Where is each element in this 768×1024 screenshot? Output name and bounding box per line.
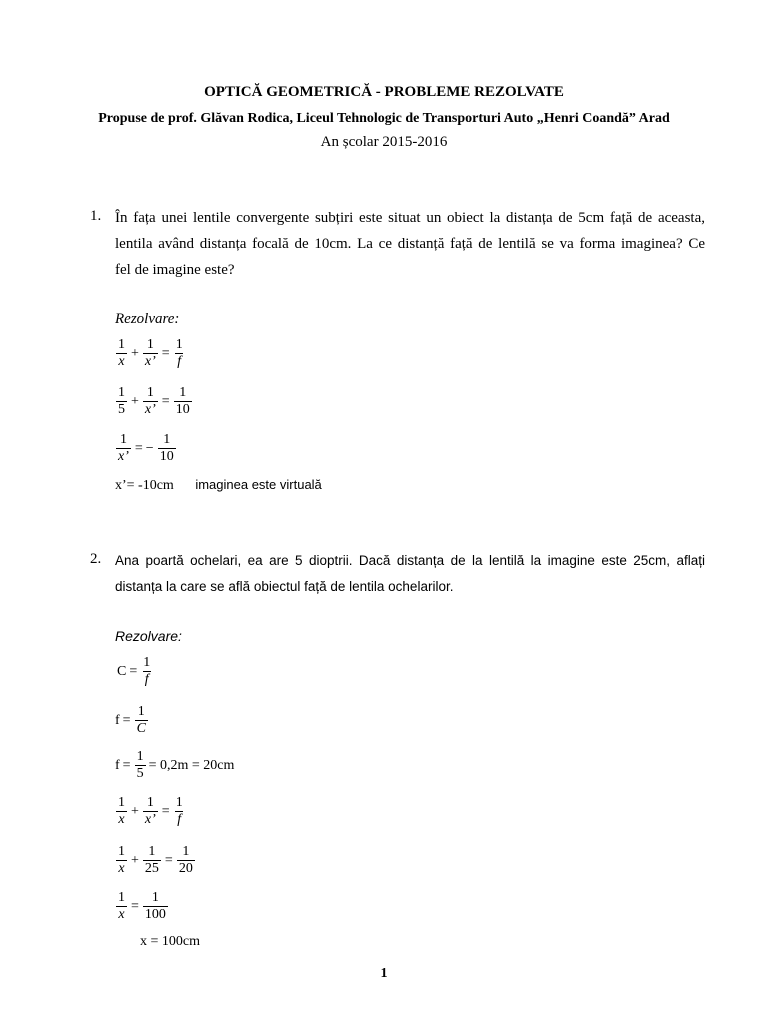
problem-1-equation-1: $\frac{1}{x}$ + $\frac{1}{x’}$ = $\frac{1}{f}$ (118, 337, 183, 369)
problem-2-equation-5: $\frac{1}{x}$ + $\frac{1}{25}$ = $\frac{1}{20}$ (118, 844, 193, 876)
problem-2-statement (115, 548, 705, 600)
problem-1-result-text: imaginea este virtuală (195, 477, 322, 492)
school-year: An școlar 2015-2016 (320, 134, 448, 150)
problem-2-equation-6: $\frac{1}{x}$ = $\frac{1}{100}$ (118, 890, 166, 922)
problem-2-line-1: Ana poartă ochelari, ea are 5 dioptrii. Dacă distanța de la lentilă la imagine este 25cm, aflați (115, 553, 705, 568)
problem-1-statement (115, 205, 705, 283)
problem-2-equation-1: C = $\frac{1}{f}$ (117, 655, 151, 687)
document-subtitle: Propuse de prof. Glăvan Rodica, Liceul Tehnologic de Transporturi Auto „Henri Coandă” Arad (98, 111, 670, 126)
problem-1-line-3: fel de imagine este? (115, 262, 235, 278)
problem-1-number: 1. (90, 208, 102, 224)
problem-2-line-2: distanța la care se află obiectul față de lentila ochelarilor. (115, 579, 454, 594)
problem-2-number: 2. (90, 551, 102, 567)
problem-1-equation-2: $\frac{1}{5}$ + $\frac{1}{x’}$ = $\frac{1}{10}$ (118, 385, 190, 417)
problem-2-focal-value: = 0,2m = 20cm (148, 757, 235, 773)
problem-2-equation-4: $\frac{1}{x}$ + $\frac{1}{x’}$ = $\frac{1}{f}$ (118, 795, 183, 827)
problem-1-result (115, 477, 322, 494)
problem-1-equation-3: $\frac{1}{x’}$ = − $\frac{1}{10}$ (118, 432, 174, 464)
problem-1-result-value: x’= -10cm (115, 478, 174, 493)
page-number: 1 (380, 966, 388, 981)
problem-1-line-2: lentila având distanța focală de 10cm. La ce distanță față de lentilă se va forma imaginea? Ce (115, 236, 705, 252)
problem-1-rezolvare-label: Rezolvare: (115, 311, 180, 327)
problem-2-equation-3: f = $\frac{1}{5}$ = 0,2m = 20cm (115, 749, 235, 781)
problem-2-equation-2: f = $\frac{1}{C}$ (115, 704, 146, 736)
problem-2-rezolvare-label: Rezolvare: (115, 628, 182, 644)
document-title: OPTICĂ GEOMETRICĂ - PROBLEME REZOLVATE (204, 84, 564, 100)
problem-2-result: x = 100cm (140, 934, 200, 949)
problem-1-line-1: În fața unei lentile convergente subțiri este situat un obiect la distanța de 5cm față de aceasta, (115, 210, 705, 226)
